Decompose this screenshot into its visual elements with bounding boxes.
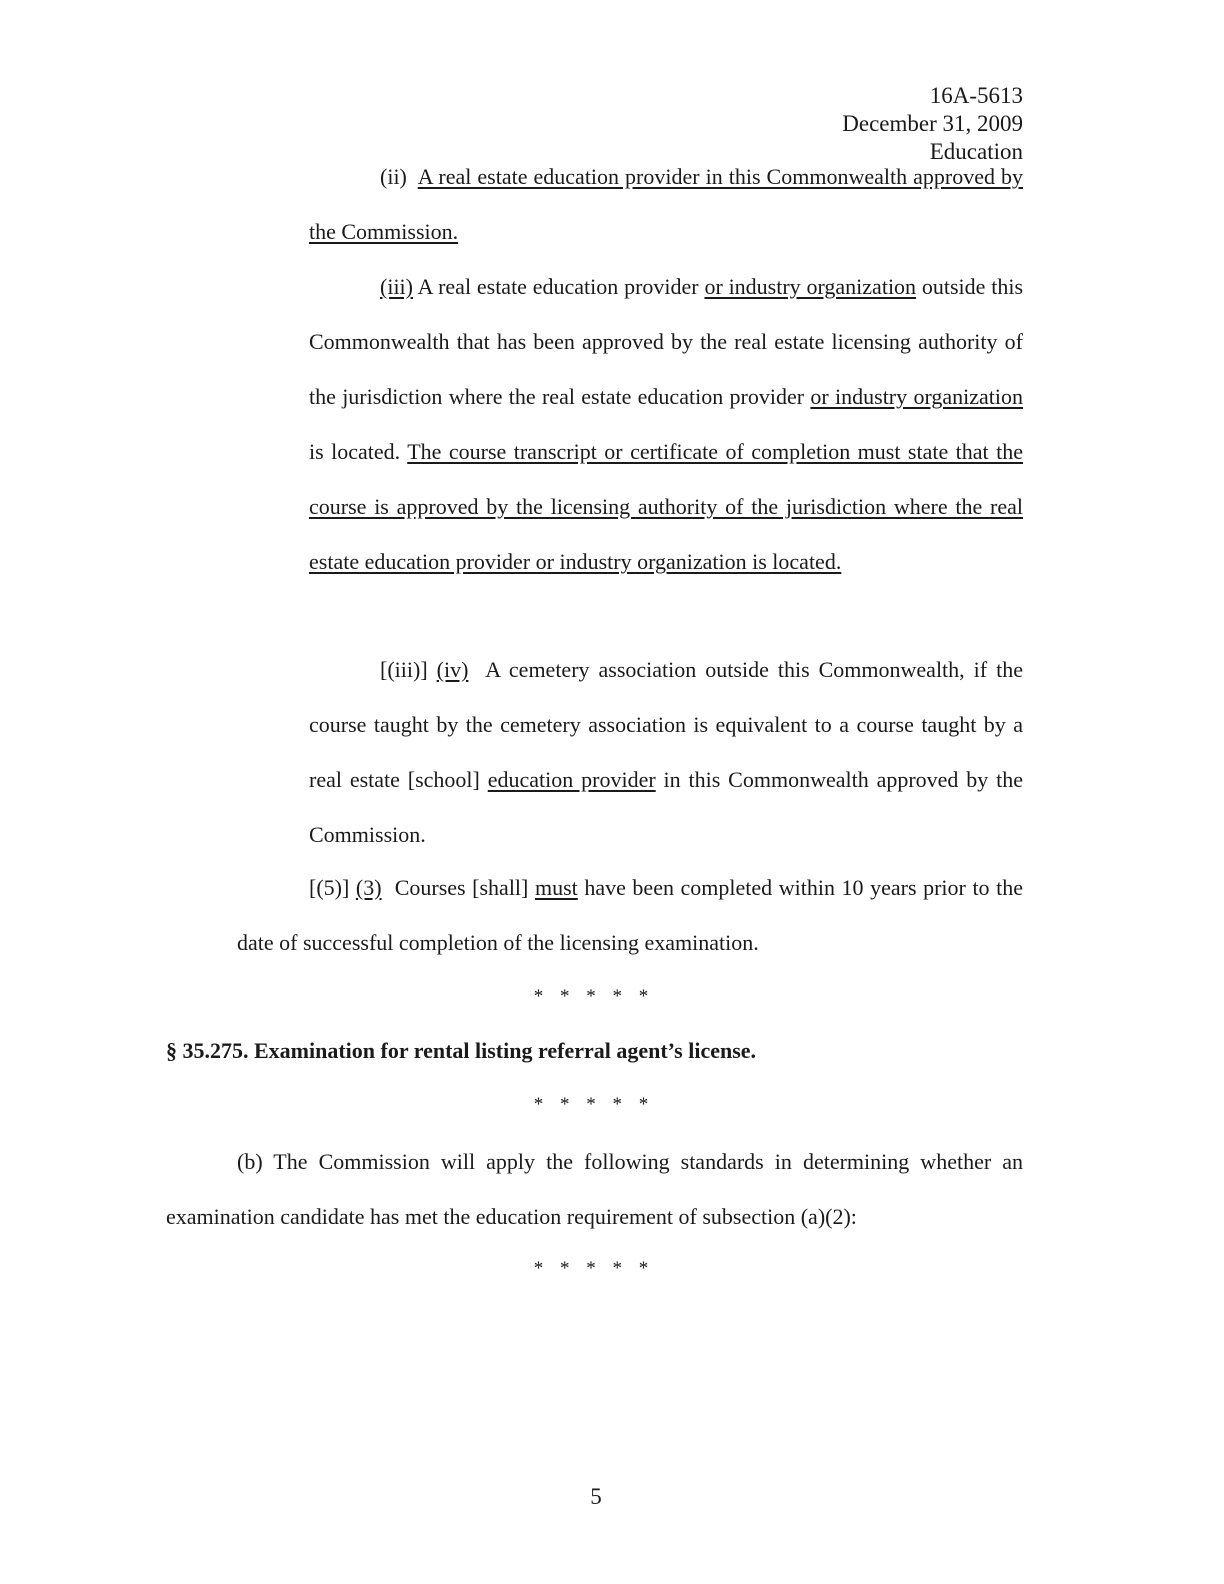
iii-text-c: outside this Commonwealth that has been approved by the real estate licensing authority of the jurisdiction where the real estate education provider bbox=[309, 274, 1024, 409]
label-iii: (iii) bbox=[380, 274, 413, 299]
iii-text-e: is located. bbox=[309, 439, 401, 464]
p3-text-b: must bbox=[534, 875, 578, 900]
ii-text: A real estate education provider in this Commonwealth approved by the Commission. bbox=[309, 164, 1023, 244]
p3-old-label: [(5)] bbox=[309, 875, 350, 900]
paragraph-3 bbox=[237, 860, 1023, 970]
iii-text-d: or industry organization bbox=[810, 384, 1024, 409]
omission-marker-2: * * * * * bbox=[533, 1094, 655, 1115]
iv-text-a: A cemetery association outside this Commonwealth, if the course taught by the cemetery association is equivalent to a course taught by a real estate [school] bbox=[309, 657, 1023, 792]
omission-marker-1: * * * * * bbox=[533, 986, 655, 1007]
p3-text-a: Courses [shall] bbox=[394, 875, 529, 900]
iv-text-b: education provider bbox=[487, 767, 656, 792]
iii-text-a: A real estate education provider bbox=[417, 274, 699, 299]
paragraph-ii bbox=[309, 149, 1023, 259]
paragraph-iv bbox=[309, 642, 1023, 862]
paragraph-b: (b) The Commission will apply the following standards in determining whether an examination candidate has met the education requirement of subsection (a)(2): bbox=[166, 1149, 1023, 1229]
label-ii: (ii) bbox=[380, 164, 407, 189]
doc-date: December 31, 2009 bbox=[842, 111, 1023, 136]
p3-text-c: have been completed within 10 years prior to the date of successful completion of the licensing examination. bbox=[237, 875, 1024, 955]
iii-text-b: or industry organization bbox=[704, 274, 917, 299]
iii-text-f: The course transcript or certificate of completion must state that the course is approved by the licensing authority of the jurisdiction where the real estate education provider or industry organization is located. bbox=[309, 439, 1023, 574]
p3-new-label: (3) bbox=[355, 875, 382, 900]
iv-new-label: (iv) bbox=[436, 657, 469, 682]
section-heading: § 35.275. Examination for rental listing referral agent’s license. bbox=[166, 1038, 757, 1063]
doc-number: 16A-5613 bbox=[929, 83, 1023, 108]
iv-old-label: [(iii)] bbox=[380, 657, 428, 682]
page-number: 5 bbox=[590, 1484, 602, 1509]
paragraph-iii bbox=[309, 259, 1023, 589]
omission-marker-3: * * * * * bbox=[533, 1258, 655, 1279]
doc-department: Education bbox=[929, 139, 1023, 164]
iv-text-c: in this Commonwealth approved by the Commission. bbox=[309, 767, 1024, 847]
